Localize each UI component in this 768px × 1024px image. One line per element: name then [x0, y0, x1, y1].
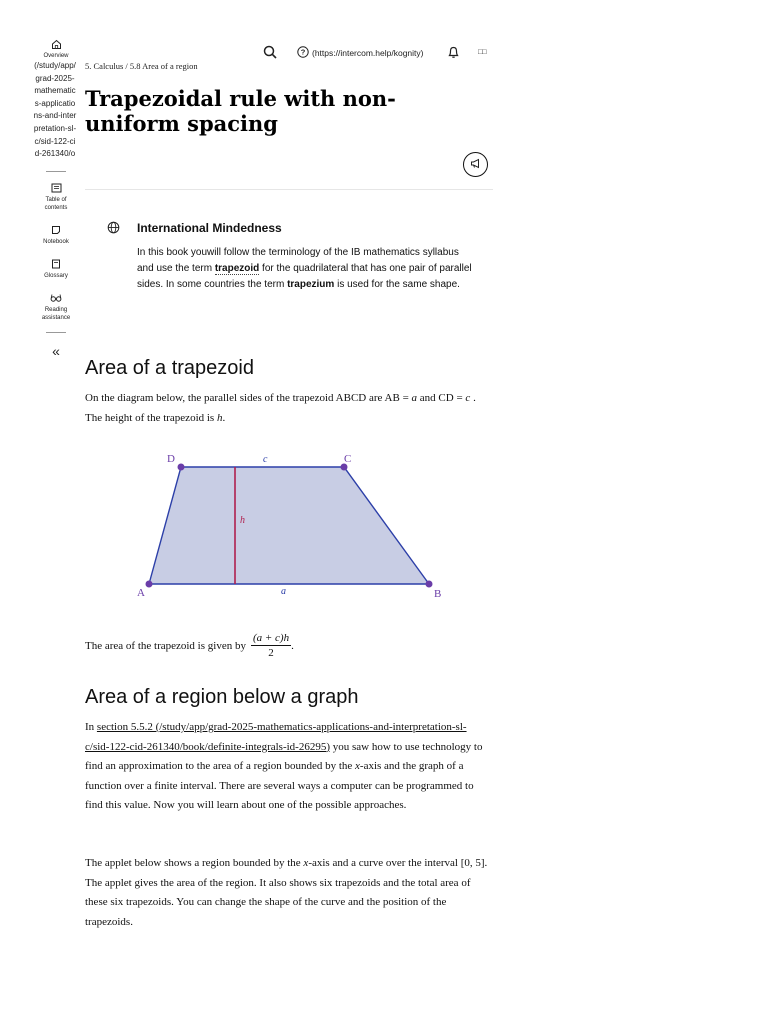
sidebar-item-label: Reading assistance — [41, 306, 71, 321]
sidebar-item-label: Notebook — [43, 238, 69, 245]
sidebar-item-notebook[interactable] — [36, 224, 76, 246]
region-paragraph-2 — [85, 854, 490, 932]
fraction-denominator: 2 — [268, 647, 274, 659]
sidebar-item-reading-assistance[interactable] — [36, 292, 76, 322]
list-icon — [50, 182, 62, 194]
glossary-icon — [50, 258, 62, 270]
term-trapezium: trapezium — [287, 279, 335, 290]
international-mindedness-text — [137, 245, 477, 293]
sidebar — [33, 38, 77, 359]
math-variable: x — [303, 857, 309, 869]
paragraph-text: The applet below shows a region bounded by the — [85, 857, 304, 869]
trapezoid-diagram — [130, 450, 450, 610]
math-variable: h — [216, 411, 223, 424]
trapezoid-shape — [149, 467, 429, 584]
interval-expression: [0, 5] — [460, 857, 485, 869]
sidebar-divider — [46, 171, 66, 172]
sidebar-divider — [46, 332, 66, 333]
section-heading-area-below-graph: Area of a region below a graph — [85, 686, 359, 708]
section-5-5-2-link[interactable]: section 5.5.2 (/study/app/grad-2025-mathematics-applications-and-interpretation-sl-c/sid-122-cid-261340/book/definite-integrals-id-26295) — [85, 721, 467, 753]
help-icon — [297, 46, 309, 60]
paragraph-text: -axis and the graph of a function over a finite interval. There are several ways a computer can be programmed to find this value. Now you will learn about one of the possible approaches. — [85, 760, 474, 812]
paragraph-text: . — [222, 411, 226, 424]
math-variable: c — [465, 392, 471, 404]
sidebar-item-label: Glossary — [44, 272, 68, 279]
glasses-icon — [50, 292, 62, 304]
svg-text:?: ? — [300, 47, 306, 57]
label-a: A — [137, 587, 145, 599]
announcement-button[interactable] — [463, 152, 488, 177]
section-heading-area-of-trapezoid: Area of a trapezoid — [85, 357, 254, 379]
vertex-d — [178, 464, 185, 471]
label-side-a: a — [281, 586, 286, 597]
sidebar-item-table-of-contents[interactable] — [36, 182, 76, 212]
page-title: Trapezoidal rule with non-uniform spacing — [85, 86, 396, 136]
label-side-c: c — [263, 454, 268, 465]
paragraph-text: you saw how to use technology to find an approximation to the area of a region bounded by the — [85, 740, 483, 773]
vertex-b — [426, 581, 433, 588]
bell-icon[interactable] — [447, 45, 460, 59]
paragraph-text: . The applet gives the area of the region. It also shows six trapezoids and the total area of these six trapezoids. You can change the shape of the curve and the position of the trapezoids. — [85, 857, 488, 928]
label-b: B — [434, 588, 442, 600]
megaphone-icon — [470, 156, 482, 174]
mindedness-text: In this book youwill follow the terminology of the IB mathematics syllabus and use the term — [137, 247, 459, 274]
paragraph-text: and CD = — [417, 392, 466, 404]
math-variable: x — [355, 760, 360, 773]
paragraph-text: In — [85, 721, 97, 733]
label-height-h: h — [240, 515, 245, 526]
label-c: C — [344, 453, 352, 465]
header-divider — [85, 189, 493, 190]
help-link-text: (https://intercom.help/kognity) — [312, 48, 424, 58]
sidebar-item-label: Table of contents — [44, 196, 68, 211]
international-mindedness-title: International Mindedness — [137, 221, 282, 235]
trapezoid-description — [85, 389, 490, 428]
overview-path-link[interactable]: (/study/app/grad-2025-mathematics-applications-and-interpretation-sl-c/sid-122-cid-261340/o — [33, 61, 77, 159]
area-fraction — [251, 632, 291, 659]
menu-icon[interactable]: □□ — [478, 47, 487, 56]
collapse-sidebar-button[interactable]: « — [52, 342, 60, 359]
notebook-icon — [50, 224, 62, 236]
paragraph-text: On the diagram below, the parallel sides of the trapezoid ABCD are AB = — [85, 392, 412, 404]
search-icon[interactable] — [263, 45, 277, 59]
formula-text: The area of the trapezoid is given by — [85, 639, 246, 652]
home-icon — [50, 38, 62, 50]
region-paragraph-1 — [85, 718, 490, 816]
math-variable: a — [411, 392, 418, 404]
mindedness-text: is used for the same shape. — [334, 279, 460, 290]
mindedness-text: for the quadrilateral that has one pair of parallel sides. In some countries the term — [137, 263, 472, 290]
formula-end: . — [291, 639, 294, 652]
label-d: D — [167, 453, 175, 465]
paragraph-text: . The height of the trapezoid is — [85, 392, 476, 424]
overview-label: Overview — [43, 53, 69, 59]
fraction-numerator: (a + c)h — [252, 632, 290, 644]
vertex-a — [146, 581, 153, 588]
trapezoid-area-formula — [85, 632, 294, 659]
globe-icon — [107, 221, 120, 239]
glossary-term-trapezoid[interactable]: trapezoid — [214, 263, 260, 274]
breadcrumb[interactable]: 5. Calculus / 5.8 Area of a region — [85, 61, 198, 71]
paragraph-text: -axis and a curve over the interval — [308, 857, 461, 869]
help-link[interactable] — [297, 46, 424, 60]
overview-nav-item[interactable] — [33, 38, 77, 161]
sidebar-item-glossary[interactable] — [36, 258, 76, 280]
